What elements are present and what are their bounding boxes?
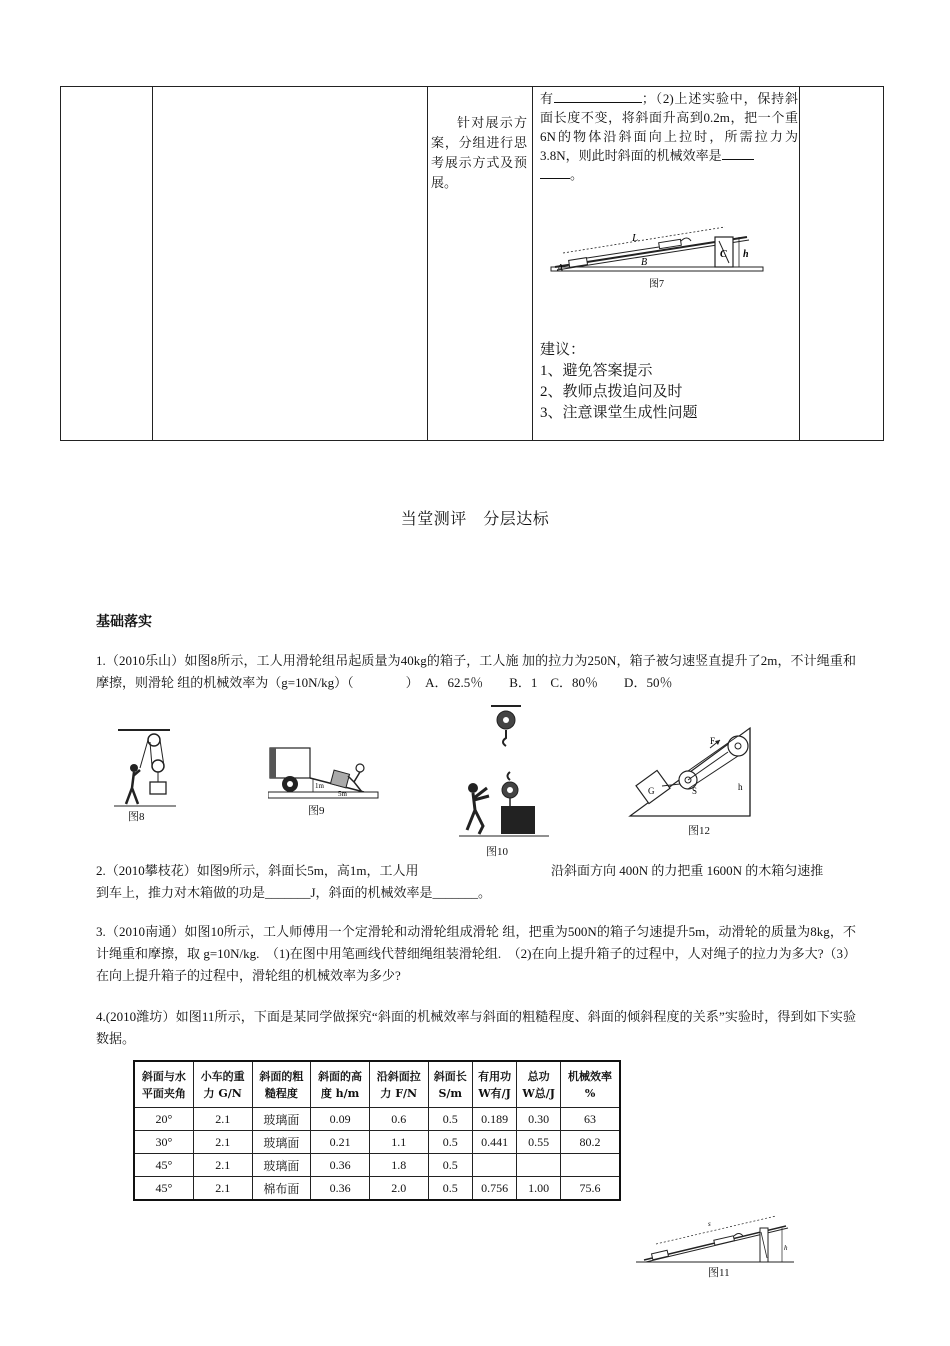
table-header-cell bbox=[134, 1061, 193, 1108]
figure-8-pulley-worker bbox=[110, 726, 180, 808]
table-cell: 1.1 bbox=[369, 1131, 428, 1154]
lesson-table bbox=[60, 86, 884, 441]
label-s: S bbox=[692, 786, 698, 796]
table-cell: 0.6 bbox=[369, 1108, 428, 1131]
table-cell: 0.189 bbox=[472, 1108, 516, 1131]
question-3: 3.（2010南通）如图10所示，工人师傅用一个定滑轮和动滑轮组成滑轮 组，把重为500N的箱子匀速提升5m，动滑轮的质量为8kg，不计绳重和摩擦，取 g=10N/kg. （1)在图中用笔画线代替细绳组装滑轮组. （2)在向上提升箱子的过程中，人对绳子的拉力为多大?（3）在向上提升箱子的过程中，滑轮组的机械效率为多少? bbox=[96, 924, 856, 983]
subsection-title: 基础落实 bbox=[96, 614, 152, 630]
table-row bbox=[134, 1177, 620, 1201]
header-line: S/m bbox=[438, 1086, 463, 1100]
label-f: F bbox=[710, 736, 716, 746]
table-header-cell bbox=[252, 1061, 311, 1108]
suggestion-item: 1、避免答案提示 bbox=[540, 363, 653, 379]
section-title: 当堂测评 分层达标 bbox=[400, 511, 550, 528]
header-line: % bbox=[584, 1086, 596, 1100]
header-line: 沿斜面拉 bbox=[376, 1069, 421, 1083]
table-cell: 2.0 bbox=[369, 1177, 428, 1201]
figure-11-caption: 图11 bbox=[708, 1267, 730, 1279]
table-row bbox=[134, 1154, 620, 1177]
table-cell bbox=[472, 1154, 516, 1177]
table-cell bbox=[561, 1154, 620, 1177]
header-line: 斜面的高 bbox=[318, 1069, 363, 1083]
table-cell: 75.6 bbox=[561, 1177, 620, 1201]
experiment-question-text bbox=[540, 89, 798, 184]
answer-blank bbox=[540, 166, 570, 179]
activity-description: 针对展示方案，分组进行思考展示方式及预展。 bbox=[431, 115, 527, 190]
table-cell: 0.36 bbox=[311, 1177, 370, 1201]
table-cell: 1.8 bbox=[369, 1154, 428, 1177]
figure-12-caption: 图12 bbox=[688, 825, 710, 837]
figure-9-caption: 图9 bbox=[308, 805, 325, 817]
table-cell: 63 bbox=[561, 1108, 620, 1131]
table-cell: 2.1 bbox=[193, 1177, 252, 1201]
figure-7-caption: 图7 bbox=[649, 279, 664, 290]
table-cell: 0.09 bbox=[311, 1108, 370, 1131]
table-cell: 0.55 bbox=[517, 1131, 561, 1154]
header-line: 斜面的粗 bbox=[259, 1069, 304, 1083]
label-b: B bbox=[641, 257, 648, 268]
table-header-cell bbox=[561, 1061, 620, 1108]
question-prefix: 有 bbox=[540, 91, 554, 106]
table-cell: 玻璃面 bbox=[252, 1154, 311, 1177]
table-cell: 棉布面 bbox=[252, 1177, 311, 1201]
table-header-cell bbox=[369, 1061, 428, 1108]
figure-10-caption: 图10 bbox=[486, 846, 508, 858]
table-cell: 45° bbox=[134, 1177, 193, 1201]
table-row bbox=[134, 1108, 620, 1131]
table-header-cell bbox=[472, 1061, 516, 1108]
table-cell: 0.21 bbox=[311, 1131, 370, 1154]
table-cell: 0.756 bbox=[472, 1177, 516, 1201]
table-header-row bbox=[134, 1061, 620, 1108]
table-cell: 2.1 bbox=[193, 1131, 252, 1154]
table-divider bbox=[532, 87, 533, 440]
table-divider bbox=[152, 87, 153, 440]
figure-10-pulley-box bbox=[455, 702, 555, 840]
experiment-data-table bbox=[133, 1060, 621, 1201]
label-g: G bbox=[648, 786, 655, 796]
header-line: 力 F/N bbox=[380, 1086, 418, 1100]
fig9-length-label: 5m bbox=[338, 790, 347, 798]
header-line: 斜面与水 bbox=[141, 1069, 186, 1083]
table-cell: 0.5 bbox=[428, 1131, 472, 1154]
figure-9-truck-incline bbox=[268, 746, 380, 802]
label-l: L bbox=[632, 232, 639, 244]
svg-text:h: h bbox=[784, 1244, 788, 1252]
table-cell: 80.2 bbox=[561, 1131, 620, 1154]
question-2-part-a: 2.（2010攀枝花）如图9所示，斜面长5m，高1m，工人用 bbox=[96, 863, 419, 878]
suggestions-heading: 建议： bbox=[540, 342, 586, 358]
header-line: 度 h/m bbox=[320, 1086, 360, 1100]
table-row bbox=[134, 1131, 620, 1154]
figure-7-incline-diagram bbox=[549, 215, 769, 291]
answer-blank bbox=[722, 147, 754, 160]
label-a: A bbox=[557, 263, 564, 274]
header-line: 平面夹角 bbox=[141, 1086, 186, 1100]
table-cell: 2.1 bbox=[193, 1108, 252, 1131]
header-line: 有用功 bbox=[478, 1069, 512, 1083]
table-cell bbox=[517, 1154, 561, 1177]
figure-12-incline-pulley bbox=[628, 724, 754, 820]
table-cell: 30° bbox=[134, 1131, 193, 1154]
question-2-part-b: 沿斜面方向 400N 的力把重 1600N 的木箱匀速推 bbox=[551, 863, 824, 878]
answer-blank bbox=[554, 90, 642, 103]
header-line: 力 G/N bbox=[203, 1086, 242, 1100]
teaching-suggestions bbox=[540, 340, 698, 424]
header-line: 总功 bbox=[527, 1069, 550, 1083]
header-line: 机械效率 bbox=[568, 1069, 613, 1083]
table-header-cell bbox=[193, 1061, 252, 1108]
table-cell: 0.36 bbox=[311, 1154, 370, 1177]
question-1: 1.（2010乐山）如图8所示，工人用滑轮组吊起质量为40kg的箱子，工人施 加的拉力为250N，箱子被匀速竖直提升了2m，不计绳重和摩擦，则滑轮 组的机械效率为（g=10N/kg）（ ） A．62.5％ B．1 C．80％ D．50％ bbox=[96, 653, 856, 690]
suggestion-item: 3、注意课堂生成性问题 bbox=[540, 405, 698, 421]
table-cell: 2.1 bbox=[193, 1154, 252, 1177]
table-cell: 0.5 bbox=[428, 1154, 472, 1177]
header-line: 斜面长 bbox=[433, 1069, 467, 1083]
fig9-height-label: 1m bbox=[315, 782, 324, 790]
table-cell: 玻璃面 bbox=[252, 1108, 311, 1131]
question-2-part-c: 到车上，推力对木箱做的功是_______J，斜面的机械效率是_______。 bbox=[96, 885, 492, 900]
header-line: W总/J bbox=[522, 1086, 555, 1100]
question-end: 。 bbox=[570, 167, 584, 182]
figure-11-incline-diagram bbox=[636, 1212, 796, 1266]
table-header-cell bbox=[517, 1061, 561, 1108]
table-header-cell bbox=[311, 1061, 370, 1108]
question-4: 4.(2010潍坊）如图11所示，下面是某同学做探究“斜面的机械效率与斜面的粗糙程度、斜面的倾斜程度的关系”实验时，得到如下实验数据。 bbox=[96, 1009, 856, 1046]
table-cell: 玻璃面 bbox=[252, 1131, 311, 1154]
table-divider bbox=[799, 87, 800, 440]
table-cell: 0.30 bbox=[517, 1108, 561, 1131]
table-header-cell bbox=[428, 1061, 472, 1108]
base-board bbox=[551, 267, 763, 271]
header-line: 糙程度 bbox=[264, 1086, 298, 1100]
label-h: h bbox=[738, 782, 743, 792]
table-divider bbox=[427, 87, 428, 440]
suggestion-item: 2、教师点拨追问及时 bbox=[540, 384, 683, 400]
table-cell: 45° bbox=[134, 1154, 193, 1177]
question-body: ；（2)上述实验中，保持斜面长度不变，将斜面升高到0.2m，把一个重6N的物体沿斜面向上拉时，所需拉力为3.8N，则此时斜面的机械效率是 bbox=[540, 91, 798, 163]
header-line: 小车的重 bbox=[200, 1069, 245, 1083]
label-c: C bbox=[720, 249, 727, 260]
svg-text:s: s bbox=[708, 1220, 711, 1228]
table-cell: 0.441 bbox=[472, 1131, 516, 1154]
header-line: W有/J bbox=[478, 1086, 511, 1100]
table-cell: 0.5 bbox=[428, 1108, 472, 1131]
figure-8-caption: 图8 bbox=[128, 811, 145, 823]
table-cell: 20° bbox=[134, 1108, 193, 1131]
table-cell: 1.00 bbox=[517, 1177, 561, 1201]
label-h: h bbox=[743, 249, 749, 260]
table-cell: 0.5 bbox=[428, 1177, 472, 1201]
